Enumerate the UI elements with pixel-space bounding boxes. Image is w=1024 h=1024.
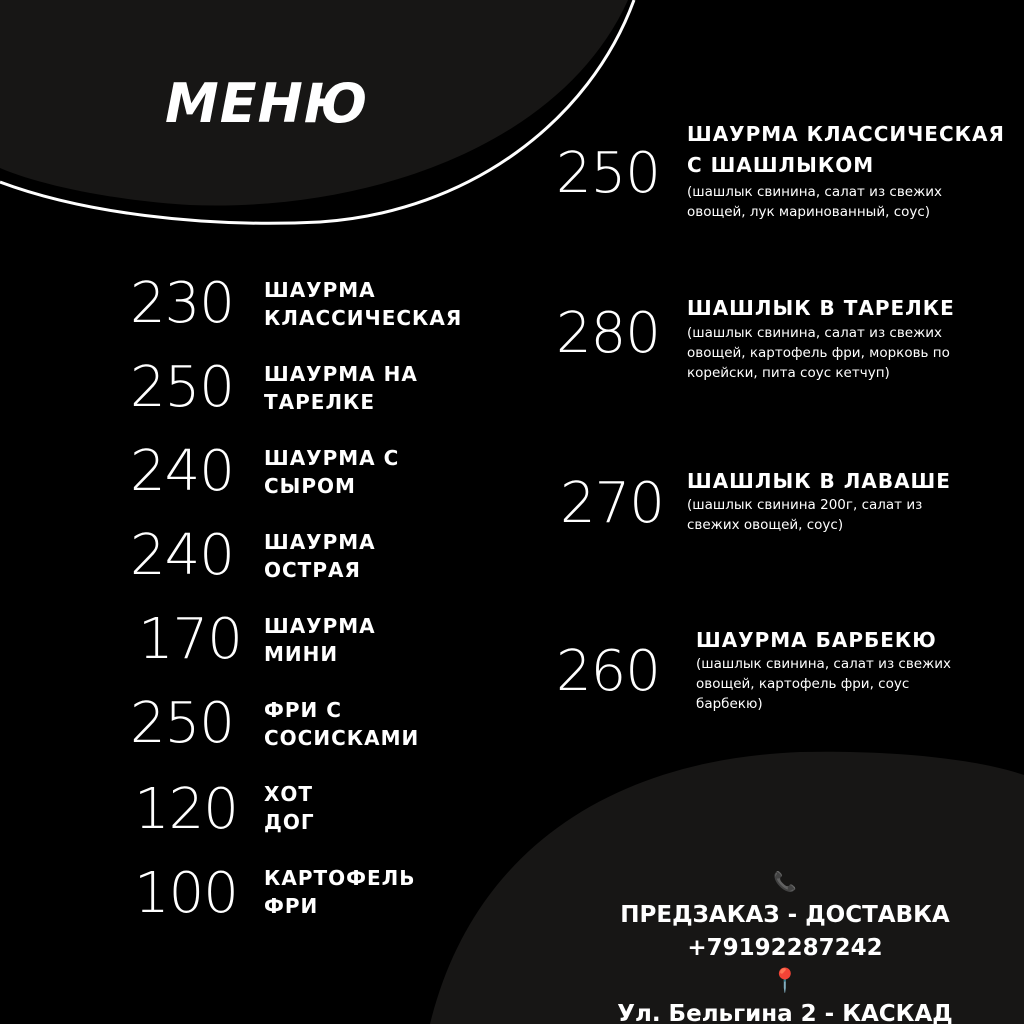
item-name: ФРИ С — [264, 698, 342, 722]
item-name: СОСИСКАМИ — [264, 726, 420, 750]
item-name: ШАУРМА — [264, 530, 376, 554]
item-name: ДОГ — [264, 810, 315, 834]
item-price: 260 — [556, 639, 660, 704]
phone-icon: 📞 — [773, 871, 797, 893]
item-description: (шашлык свинина, салат из свежих — [696, 656, 952, 672]
item-name: ШАУРМА КЛАССИЧЕСКАЯ — [687, 122, 1005, 146]
phone-number[interactable]: +79192287242 — [687, 935, 883, 961]
item-price: 230 — [130, 271, 234, 336]
item-description: (шашлык свинина, салат из свежих — [687, 325, 943, 341]
item-name: МИНИ — [264, 642, 339, 666]
item-price: 120 — [134, 777, 238, 842]
item-price: 250 — [130, 691, 234, 756]
item-price: 280 — [556, 301, 660, 366]
item-name: ШАШЛЫК В ЛАВАШЕ — [687, 469, 951, 493]
item-price: 170 — [138, 607, 242, 672]
item-name: ОСТРАЯ — [264, 558, 361, 582]
item-name: ХОТ — [264, 782, 314, 806]
item-name: ШАУРМА — [264, 278, 376, 302]
item-name: ШАУРМА НА — [264, 362, 418, 386]
address-line — [560, 965, 1010, 1024]
item-name: ШАУРМА С — [264, 446, 400, 470]
item-name: ШАШЛЫК В ТАРЕЛКЕ — [687, 296, 955, 320]
item-name: СЫРОМ — [264, 474, 356, 498]
item-description: барбекю) — [696, 696, 763, 712]
item-name: ШАУРМА БАРБЕКЮ — [696, 628, 937, 652]
location-pin-icon: 📍 — [770, 968, 800, 994]
item-price: 250 — [556, 141, 660, 206]
item-description: овощей, лук маринованный, соус) — [687, 204, 931, 220]
item-description: (шашлык свинина, салат из свежих — [687, 184, 943, 200]
item-name: КАРТОФЕЛЬ — [264, 866, 416, 890]
preorder-line — [560, 866, 1010, 932]
item-description: (шашлык свинина 200г, салат из — [687, 497, 923, 513]
item-name: С ШАШЛЫКОМ — [687, 153, 875, 177]
item-price: 240 — [130, 523, 234, 588]
contact-block — [560, 866, 1010, 1024]
item-description: овощей, картофель фри, соус — [696, 676, 910, 692]
preorder-text: ПРЕДЗАКАЗ - ДОСТАВКА — [620, 902, 950, 928]
item-name: ШАУРМА — [264, 614, 376, 638]
item-name: ТАРЕЛКЕ — [264, 390, 376, 414]
address-text: Ул. Бельгина 2 - КАСКАД — [617, 1001, 953, 1024]
item-price: 270 — [560, 471, 664, 536]
menu-title: МЕНЮ — [165, 72, 369, 135]
item-name: ФРИ — [264, 894, 319, 918]
item-description: свежих овощей, соус) — [687, 517, 844, 533]
item-name: КЛАССИЧЕСКАЯ — [264, 306, 463, 330]
item-price: 250 — [130, 355, 234, 420]
item-price: 100 — [134, 861, 238, 926]
item-price: 240 — [130, 439, 234, 504]
item-description: корейски, пита соус кетчуп) — [687, 365, 890, 381]
item-description: овощей, картофель фри, морковь по — [687, 345, 950, 361]
